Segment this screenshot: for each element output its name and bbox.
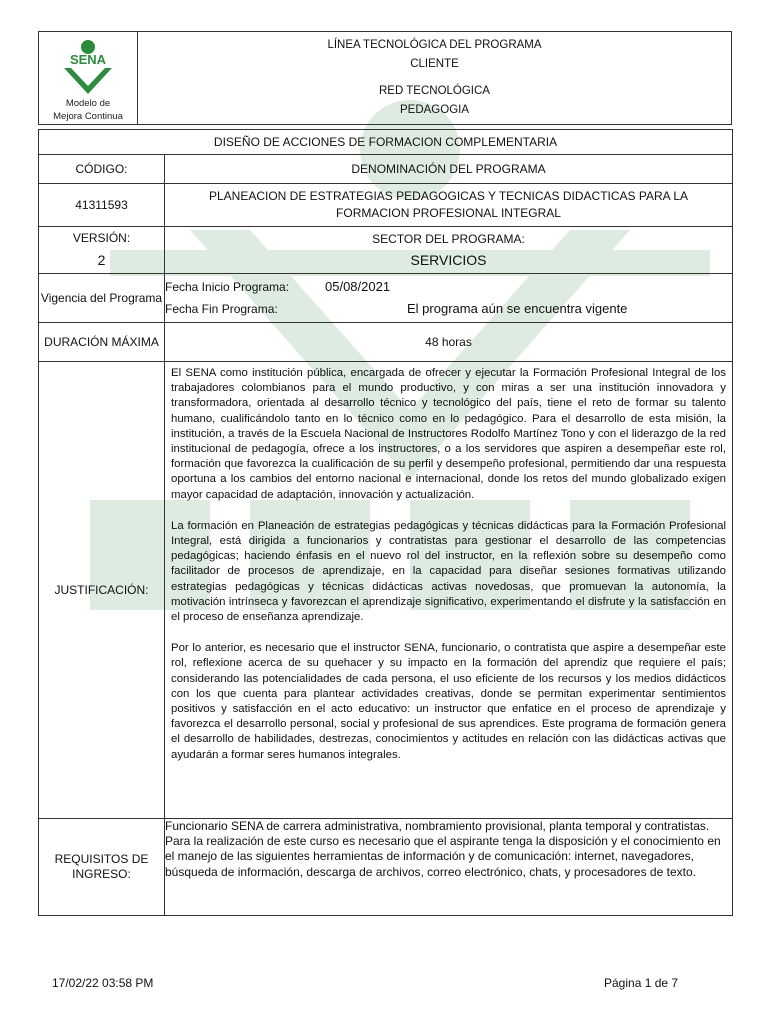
duracion-label: DURACIÓN MÁXIMA bbox=[39, 323, 165, 362]
sena-logo-icon bbox=[58, 38, 118, 96]
requisitos-label: REQUISITOS DE INGRESO: bbox=[39, 819, 165, 916]
denominacion-value: PLANEACION DE ESTRATEGIAS PEDAGOGICAS Y TECNICAS DIDACTICAS PARA LA FORMACION PROFESIONAL INTEGRAL bbox=[165, 184, 733, 227]
sector-value: SERVICIOS bbox=[410, 251, 487, 268]
vigencia-label: Vigencia del Programa bbox=[39, 274, 165, 323]
fecha-fin-label: Fecha Fin Programa: bbox=[165, 302, 278, 316]
duracion-value: 48 horas bbox=[165, 323, 733, 362]
sector-cell bbox=[165, 227, 733, 274]
header-table bbox=[38, 31, 732, 125]
logo-text: SENA bbox=[69, 52, 107, 67]
fecha-inicio-label: Fecha Inicio Programa: bbox=[165, 280, 290, 294]
version-value: 2 bbox=[97, 252, 106, 268]
vigencia-dates-cell bbox=[165, 274, 733, 323]
fecha-fin-value: El programa aún se encuentra vigente bbox=[407, 301, 628, 316]
header-line-2: CLIENTE bbox=[410, 58, 459, 70]
fecha-inicio-value: 05/08/2021 bbox=[325, 279, 391, 294]
logo-caption-1: Modelo de bbox=[65, 98, 111, 109]
version-cell bbox=[39, 227, 165, 274]
requisitos-paragraph-2: Para la realización de este curso es necesario que el aspirante tenga la disposición y el conocimiento en el manejo de las siguientes herramientas de información y de comunicación: internet, navegadores, búsqueda de información, descarga de archivos, correo electrónico, chats, y procesadores de texto. bbox=[165, 834, 721, 879]
justificacion-paragraph-3: Por lo anterior, es necesario que el instructor SENA, funcionario, o contratista que aspire a desempeñar este rol, reflexione acerca de su quehacer y su impacto en la formación del aprendiz que requiere el país; considerando las potencialidades de cada persona, el uso eficiente de los recursos y los medios didácticos con los que cuenta para plantear actividades creativas, donde se permitan experimentar sentimientos positivos y satisfacción en el acto educativo: un instructor que enfatice en el proceso de aprendizaje y favorezca el desarrollo personal, social y profesional de sus aprendices. Este programa de formación genera el desarrollo de habilidades, destrezas, conocimientos y actitudes en relación con las didácticas activas que ayudarán a formar seres humanos integrales. bbox=[171, 642, 726, 761]
header-line-1: LÍNEA TECNOLÓGICA DEL PROGRAMA bbox=[327, 39, 542, 51]
footer-page-number: Página 1 de 7 bbox=[604, 976, 679, 990]
header-info-cell bbox=[138, 32, 732, 125]
header-line-3: RED TECNOLÓGICA bbox=[379, 85, 490, 97]
header-line-4: PEDAGOGIA bbox=[399, 104, 470, 116]
program-table bbox=[38, 129, 733, 916]
denominacion-label: DENOMINACIÓN DEL PROGRAMA bbox=[165, 155, 733, 184]
logo-cell bbox=[39, 32, 138, 125]
justificacion-label: JUSTIFICACIÓN: bbox=[39, 362, 165, 819]
justificacion-cell bbox=[165, 362, 733, 819]
requisitos-paragraph-1: Funcionario SENA de carrera administrativa, nombramiento provisional, planta temporal y contratistas. bbox=[165, 819, 710, 833]
justificacion-paragraph-2: La formación en Planeación de estrategias pedagógicas y técnicas didácticas para la Formación Profesional Integral, está dirigida a funcionarios y contratistas para gestionar el desarrollo de las competencias pedagógicas; haciendo énfasis en el nuevo rol del instructor, en la reflexión sobre su desempeño como facilitador de procesos de aprendizaje, en la capacidad para diseñar sesiones formativas utilizando estrategias pedagógicas y técnicas didácticas activas novedosas, que promuevan la autonomía, la motivación intrínseca y favorezcan el aprendizaje significativo, experimentando el disfrute y la satisfacción en el proceso de enseñanza aprendizaje. bbox=[171, 519, 726, 624]
requisitos-cell bbox=[165, 819, 733, 916]
sector-label: SECTOR DEL PROGRAMA: bbox=[372, 231, 525, 246]
codigo-label: CÓDIGO: bbox=[39, 155, 165, 184]
codigo-value: 41311593 bbox=[39, 184, 165, 227]
version-label: VERSIÓN: bbox=[72, 231, 131, 245]
justificacion-paragraph-1: El SENA como institución pública, encargada de ofrecer y ejecutar la Formación Profesional Integral de los trabajadores colombianos para el mundo productivo, y con miras a ser una institución innovadora y transformadora, orientada al desarrollo técnico y tecnológico del país, tiene el reto de formar su talento humano, cualificándolo tanto en lo técnico como en lo pedagógico. Para el desarrollo de esta misión, la institución, a través de la Escuela Nacional de Instructores Rodolfo Martínez Tono y con el liderazgo de la red institucional de pedagogía, ofrece a los instructores, o a los servidores que aspiren a desempeñar este rol, formación que favorezca la cualificación de su perfil y desempeño profesional, permitiendo dar una respuesta oportuna a los cambios del entorno nacional e internacional, donde los retos del mundo globalizado exigen mayor capacidad de adaptación, innovación y actualización. bbox=[171, 367, 726, 501]
logo-caption-2: Mejora Continua bbox=[53, 111, 123, 122]
footer-timestamp: 17/02/22 03:58 PM bbox=[52, 976, 154, 990]
doc-title: DISEÑO DE ACCIONES DE FORMACION COMPLEMENTARIA bbox=[39, 130, 733, 155]
